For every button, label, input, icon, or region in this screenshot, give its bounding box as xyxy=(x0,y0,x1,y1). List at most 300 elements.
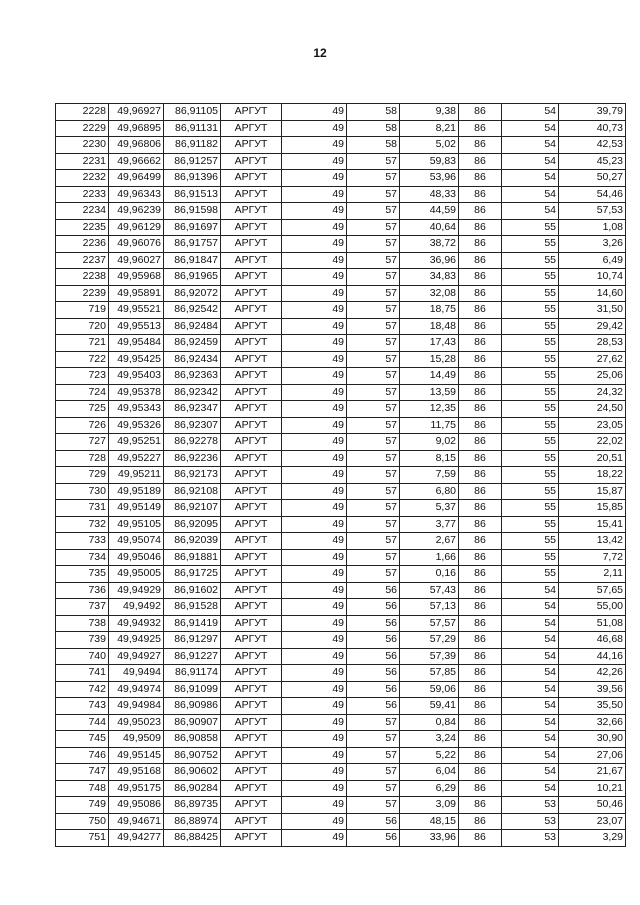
lat-sec-cell: 57,13 xyxy=(400,599,459,616)
table-row xyxy=(56,599,626,616)
river-name-cell: АРГУТ xyxy=(221,219,282,236)
lon-deg-cell: 86 xyxy=(459,549,502,566)
lon-deg-cell: 86 xyxy=(459,714,502,731)
lat-sec-cell: 59,06 xyxy=(400,681,459,698)
longitude-cell: 86,89735 xyxy=(164,797,221,814)
lon-sec-cell: 45,23 xyxy=(559,153,626,170)
point-id-cell: 722 xyxy=(56,351,109,368)
lat-sec-cell: 57,57 xyxy=(400,615,459,632)
lat-deg-cell: 49 xyxy=(282,483,347,500)
lon-min-cell: 54 xyxy=(502,104,559,121)
lat-deg-cell: 49 xyxy=(282,714,347,731)
river-name-cell: АРГУТ xyxy=(221,797,282,814)
lon-deg-cell: 86 xyxy=(459,120,502,137)
lat-sec-cell: 48,15 xyxy=(400,813,459,830)
longitude-cell: 86,91598 xyxy=(164,203,221,220)
lat-min-cell: 57 xyxy=(347,533,400,550)
lon-min-cell: 54 xyxy=(502,203,559,220)
lon-deg-cell: 86 xyxy=(459,533,502,550)
river-name-cell: АРГУТ xyxy=(221,417,282,434)
point-id-cell: 2230 xyxy=(56,137,109,154)
lat-min-cell: 58 xyxy=(347,137,400,154)
lon-min-cell: 55 xyxy=(502,401,559,418)
lat-deg-cell: 49 xyxy=(282,219,347,236)
lon-min-cell: 54 xyxy=(502,681,559,698)
lat-deg-cell: 49 xyxy=(282,830,347,847)
lon-min-cell: 55 xyxy=(502,467,559,484)
river-name-cell: АРГУТ xyxy=(221,632,282,649)
lat-sec-cell: 32,08 xyxy=(400,285,459,302)
river-name-cell: АРГУТ xyxy=(221,665,282,682)
river-name-cell: АРГУТ xyxy=(221,549,282,566)
longitude-cell: 86,92459 xyxy=(164,335,221,352)
lon-sec-cell: 18,22 xyxy=(559,467,626,484)
longitude-cell: 86,91725 xyxy=(164,566,221,583)
lat-sec-cell: 0,16 xyxy=(400,566,459,583)
lat-deg-cell: 49 xyxy=(282,104,347,121)
lat-sec-cell: 6,29 xyxy=(400,780,459,797)
lat-min-cell: 57 xyxy=(347,269,400,286)
lon-min-cell: 55 xyxy=(502,384,559,401)
table-row xyxy=(56,368,626,385)
lon-sec-cell: 14,60 xyxy=(559,285,626,302)
lon-sec-cell: 40,73 xyxy=(559,120,626,137)
latitude-cell: 49,95046 xyxy=(109,549,164,566)
lat-deg-cell: 49 xyxy=(282,351,347,368)
lat-sec-cell: 6,04 xyxy=(400,764,459,781)
lon-sec-cell: 31,50 xyxy=(559,302,626,319)
lon-sec-cell: 21,67 xyxy=(559,764,626,781)
lon-min-cell: 54 xyxy=(502,747,559,764)
longitude-cell: 86,91257 xyxy=(164,153,221,170)
point-id-cell: 741 xyxy=(56,665,109,682)
lat-min-cell: 57 xyxy=(347,285,400,302)
river-name-cell: АРГУТ xyxy=(221,533,282,550)
point-id-cell: 2239 xyxy=(56,285,109,302)
latitude-cell: 49,96499 xyxy=(109,170,164,187)
latitude-cell: 49,94925 xyxy=(109,632,164,649)
table-row xyxy=(56,302,626,319)
lat-deg-cell: 49 xyxy=(282,698,347,715)
longitude-cell: 86,92072 xyxy=(164,285,221,302)
longitude-cell: 86,90752 xyxy=(164,747,221,764)
lat-sec-cell: 17,43 xyxy=(400,335,459,352)
latitude-cell: 49,96927 xyxy=(109,104,164,121)
lon-min-cell: 54 xyxy=(502,582,559,599)
point-id-cell: 727 xyxy=(56,434,109,451)
lon-min-cell: 54 xyxy=(502,153,559,170)
lon-min-cell: 54 xyxy=(502,665,559,682)
lat-sec-cell: 3,09 xyxy=(400,797,459,814)
table-row xyxy=(56,516,626,533)
lon-min-cell: 55 xyxy=(502,533,559,550)
lon-sec-cell: 35,50 xyxy=(559,698,626,715)
river-name-cell: АРГУТ xyxy=(221,566,282,583)
latitude-cell: 49,94927 xyxy=(109,648,164,665)
latitude-cell: 49,96895 xyxy=(109,120,164,137)
lat-deg-cell: 49 xyxy=(282,186,347,203)
lat-sec-cell: 11,75 xyxy=(400,417,459,434)
page-number: 12 xyxy=(313,46,327,60)
latitude-cell: 49,96239 xyxy=(109,203,164,220)
lon-sec-cell: 57,53 xyxy=(559,203,626,220)
point-id-cell: 739 xyxy=(56,632,109,649)
lon-deg-cell: 86 xyxy=(459,401,502,418)
table-row xyxy=(56,252,626,269)
lat-deg-cell: 49 xyxy=(282,747,347,764)
lat-sec-cell: 7,59 xyxy=(400,467,459,484)
lon-min-cell: 54 xyxy=(502,648,559,665)
lat-min-cell: 56 xyxy=(347,681,400,698)
table-row xyxy=(56,500,626,517)
longitude-cell: 86,91513 xyxy=(164,186,221,203)
lon-min-cell: 55 xyxy=(502,285,559,302)
latitude-cell: 49,95168 xyxy=(109,764,164,781)
river-name-cell: АРГУТ xyxy=(221,120,282,137)
point-id-cell: 2228 xyxy=(56,104,109,121)
lat-min-cell: 57 xyxy=(347,186,400,203)
point-id-cell: 746 xyxy=(56,747,109,764)
lat-deg-cell: 49 xyxy=(282,731,347,748)
longitude-cell: 86,92484 xyxy=(164,318,221,335)
point-id-cell: 725 xyxy=(56,401,109,418)
lat-min-cell: 57 xyxy=(347,450,400,467)
lat-deg-cell: 49 xyxy=(282,137,347,154)
longitude-cell: 86,91297 xyxy=(164,632,221,649)
latitude-cell: 49,95227 xyxy=(109,450,164,467)
river-name-cell: АРГУТ xyxy=(221,615,282,632)
lon-sec-cell: 28,53 xyxy=(559,335,626,352)
lat-deg-cell: 49 xyxy=(282,252,347,269)
point-id-cell: 2238 xyxy=(56,269,109,286)
longitude-cell: 86,92542 xyxy=(164,302,221,319)
point-id-cell: 751 xyxy=(56,830,109,847)
lon-deg-cell: 86 xyxy=(459,632,502,649)
river-name-cell: АРГУТ xyxy=(221,285,282,302)
latitude-cell: 49,9492 xyxy=(109,599,164,616)
point-id-cell: 738 xyxy=(56,615,109,632)
lon-sec-cell: 42,53 xyxy=(559,137,626,154)
lat-sec-cell: 9,38 xyxy=(400,104,459,121)
lon-sec-cell: 20,51 xyxy=(559,450,626,467)
table-row xyxy=(56,813,626,830)
lon-min-cell: 54 xyxy=(502,615,559,632)
table-row xyxy=(56,533,626,550)
lat-min-cell: 57 xyxy=(347,335,400,352)
lat-min-cell: 57 xyxy=(347,566,400,583)
lon-deg-cell: 86 xyxy=(459,335,502,352)
river-name-cell: АРГУТ xyxy=(221,252,282,269)
lat-min-cell: 57 xyxy=(347,401,400,418)
lat-min-cell: 57 xyxy=(347,714,400,731)
lon-deg-cell: 86 xyxy=(459,384,502,401)
longitude-cell: 86,91847 xyxy=(164,252,221,269)
river-name-cell: АРГУТ xyxy=(221,450,282,467)
latitude-cell: 49,95513 xyxy=(109,318,164,335)
lat-min-cell: 57 xyxy=(347,797,400,814)
longitude-cell: 86,91697 xyxy=(164,219,221,236)
lon-min-cell: 55 xyxy=(502,417,559,434)
longitude-cell: 86,90602 xyxy=(164,764,221,781)
longitude-cell: 86,92278 xyxy=(164,434,221,451)
table-row xyxy=(56,797,626,814)
lat-deg-cell: 49 xyxy=(282,120,347,137)
point-id-cell: 728 xyxy=(56,450,109,467)
table-row xyxy=(56,401,626,418)
latitude-cell: 49,95968 xyxy=(109,269,164,286)
lon-deg-cell: 86 xyxy=(459,648,502,665)
latitude-cell: 49,95145 xyxy=(109,747,164,764)
lat-deg-cell: 49 xyxy=(282,269,347,286)
river-name-cell: АРГУТ xyxy=(221,434,282,451)
lat-sec-cell: 5,02 xyxy=(400,137,459,154)
table-row xyxy=(56,582,626,599)
river-name-cell: АРГУТ xyxy=(221,236,282,253)
point-id-cell: 736 xyxy=(56,582,109,599)
lat-min-cell: 57 xyxy=(347,549,400,566)
lon-min-cell: 55 xyxy=(502,549,559,566)
lat-min-cell: 57 xyxy=(347,483,400,500)
lat-sec-cell: 9,02 xyxy=(400,434,459,451)
lon-sec-cell: 7,72 xyxy=(559,549,626,566)
lon-min-cell: 54 xyxy=(502,120,559,137)
river-name-cell: АРГУТ xyxy=(221,467,282,484)
lon-sec-cell: 10,74 xyxy=(559,269,626,286)
lat-sec-cell: 13,59 xyxy=(400,384,459,401)
lat-deg-cell: 49 xyxy=(282,516,347,533)
longitude-cell: 86,92095 xyxy=(164,516,221,533)
lat-deg-cell: 49 xyxy=(282,582,347,599)
latitude-cell: 49,96027 xyxy=(109,252,164,269)
latitude-cell: 49,95425 xyxy=(109,351,164,368)
latitude-cell: 49,95105 xyxy=(109,516,164,533)
table-row xyxy=(56,203,626,220)
lat-sec-cell: 48,33 xyxy=(400,186,459,203)
point-id-cell: 2232 xyxy=(56,170,109,187)
lat-sec-cell: 5,37 xyxy=(400,500,459,517)
lat-sec-cell: 57,39 xyxy=(400,648,459,665)
point-id-cell: 2235 xyxy=(56,219,109,236)
lon-min-cell: 54 xyxy=(502,186,559,203)
point-id-cell: 747 xyxy=(56,764,109,781)
table-row xyxy=(56,731,626,748)
lat-sec-cell: 6,80 xyxy=(400,483,459,500)
lat-min-cell: 57 xyxy=(347,219,400,236)
lat-sec-cell: 18,48 xyxy=(400,318,459,335)
lat-min-cell: 56 xyxy=(347,648,400,665)
longitude-cell: 86,91182 xyxy=(164,137,221,154)
lon-sec-cell: 51,08 xyxy=(559,615,626,632)
lat-sec-cell: 15,28 xyxy=(400,351,459,368)
latitude-cell: 49,9494 xyxy=(109,665,164,682)
lat-deg-cell: 49 xyxy=(282,813,347,830)
lon-min-cell: 53 xyxy=(502,797,559,814)
lon-deg-cell: 86 xyxy=(459,483,502,500)
table-row xyxy=(56,236,626,253)
lon-deg-cell: 86 xyxy=(459,219,502,236)
lat-deg-cell: 49 xyxy=(282,450,347,467)
lon-sec-cell: 6,49 xyxy=(559,252,626,269)
lat-sec-cell: 40,64 xyxy=(400,219,459,236)
lon-deg-cell: 86 xyxy=(459,615,502,632)
lon-min-cell: 54 xyxy=(502,714,559,731)
lat-sec-cell: 59,83 xyxy=(400,153,459,170)
point-id-cell: 729 xyxy=(56,467,109,484)
lat-deg-cell: 49 xyxy=(282,467,347,484)
lon-deg-cell: 86 xyxy=(459,813,502,830)
lon-min-cell: 55 xyxy=(502,566,559,583)
latitude-cell: 49,95326 xyxy=(109,417,164,434)
point-id-cell: 721 xyxy=(56,335,109,352)
lon-sec-cell: 50,27 xyxy=(559,170,626,187)
lon-deg-cell: 86 xyxy=(459,351,502,368)
point-id-cell: 749 xyxy=(56,797,109,814)
river-name-cell: АРГУТ xyxy=(221,681,282,698)
lon-min-cell: 54 xyxy=(502,599,559,616)
lon-min-cell: 55 xyxy=(502,318,559,335)
table-row xyxy=(56,417,626,434)
lat-min-cell: 57 xyxy=(347,417,400,434)
lat-deg-cell: 49 xyxy=(282,368,347,385)
lon-deg-cell: 86 xyxy=(459,302,502,319)
longitude-cell: 86,92107 xyxy=(164,500,221,517)
longitude-cell: 86,91881 xyxy=(164,549,221,566)
table-row xyxy=(56,450,626,467)
lon-min-cell: 55 xyxy=(502,236,559,253)
lon-sec-cell: 25,06 xyxy=(559,368,626,385)
lon-min-cell: 55 xyxy=(502,219,559,236)
table-row xyxy=(56,632,626,649)
lat-sec-cell: 36,96 xyxy=(400,252,459,269)
lon-deg-cell: 86 xyxy=(459,681,502,698)
lat-min-cell: 57 xyxy=(347,302,400,319)
lat-deg-cell: 49 xyxy=(282,285,347,302)
table-row xyxy=(56,318,626,335)
lon-min-cell: 54 xyxy=(502,764,559,781)
lat-min-cell: 56 xyxy=(347,632,400,649)
point-id-cell: 719 xyxy=(56,302,109,319)
longitude-cell: 86,92347 xyxy=(164,401,221,418)
river-name-cell: АРГУТ xyxy=(221,516,282,533)
lat-sec-cell: 5,22 xyxy=(400,747,459,764)
longitude-cell: 86,91099 xyxy=(164,681,221,698)
lat-min-cell: 58 xyxy=(347,104,400,121)
lat-sec-cell: 57,85 xyxy=(400,665,459,682)
point-id-cell: 735 xyxy=(56,566,109,583)
lat-deg-cell: 49 xyxy=(282,566,347,583)
latitude-cell: 49,94277 xyxy=(109,830,164,847)
lon-deg-cell: 86 xyxy=(459,500,502,517)
lat-sec-cell: 38,72 xyxy=(400,236,459,253)
lat-sec-cell: 59,41 xyxy=(400,698,459,715)
lon-deg-cell: 86 xyxy=(459,698,502,715)
lon-sec-cell: 46,68 xyxy=(559,632,626,649)
lat-deg-cell: 49 xyxy=(282,302,347,319)
river-name-cell: АРГУТ xyxy=(221,170,282,187)
river-name-cell: АРГУТ xyxy=(221,780,282,797)
river-name-cell: АРГУТ xyxy=(221,318,282,335)
lon-deg-cell: 86 xyxy=(459,434,502,451)
lat-deg-cell: 49 xyxy=(282,648,347,665)
lon-min-cell: 55 xyxy=(502,500,559,517)
lon-deg-cell: 86 xyxy=(459,747,502,764)
latitude-cell: 49,95175 xyxy=(109,780,164,797)
latitude-cell: 49,94929 xyxy=(109,582,164,599)
lon-deg-cell: 86 xyxy=(459,516,502,533)
lat-deg-cell: 49 xyxy=(282,335,347,352)
lat-deg-cell: 49 xyxy=(282,401,347,418)
lon-deg-cell: 86 xyxy=(459,137,502,154)
longitude-cell: 86,92434 xyxy=(164,351,221,368)
lon-sec-cell: 13,42 xyxy=(559,533,626,550)
table-row xyxy=(56,681,626,698)
lon-deg-cell: 86 xyxy=(459,170,502,187)
latitude-cell: 49,95521 xyxy=(109,302,164,319)
lon-min-cell: 54 xyxy=(502,698,559,715)
lon-deg-cell: 86 xyxy=(459,450,502,467)
lon-deg-cell: 86 xyxy=(459,269,502,286)
lon-sec-cell: 27,06 xyxy=(559,747,626,764)
lat-sec-cell: 34,83 xyxy=(400,269,459,286)
latitude-cell: 49,95023 xyxy=(109,714,164,731)
point-id-cell: 748 xyxy=(56,780,109,797)
lon-sec-cell: 42,26 xyxy=(559,665,626,682)
table-row xyxy=(56,747,626,764)
lat-min-cell: 56 xyxy=(347,813,400,830)
lat-deg-cell: 49 xyxy=(282,384,347,401)
longitude-cell: 86,92039 xyxy=(164,533,221,550)
latitude-cell: 49,96076 xyxy=(109,236,164,253)
lat-min-cell: 57 xyxy=(347,384,400,401)
point-id-cell: 2229 xyxy=(56,120,109,137)
lon-deg-cell: 86 xyxy=(459,236,502,253)
table-row xyxy=(56,104,626,121)
longitude-cell: 86,91419 xyxy=(164,615,221,632)
lon-min-cell: 55 xyxy=(502,483,559,500)
lon-sec-cell: 15,41 xyxy=(559,516,626,533)
latitude-cell: 49,95403 xyxy=(109,368,164,385)
lat-min-cell: 56 xyxy=(347,830,400,847)
lat-deg-cell: 49 xyxy=(282,665,347,682)
river-name-cell: АРГУТ xyxy=(221,698,282,715)
lon-sec-cell: 3,26 xyxy=(559,236,626,253)
river-name-cell: АРГУТ xyxy=(221,714,282,731)
table-row xyxy=(56,186,626,203)
table-row xyxy=(56,648,626,665)
lat-min-cell: 56 xyxy=(347,599,400,616)
lon-sec-cell: 55,00 xyxy=(559,599,626,616)
lon-min-cell: 55 xyxy=(502,252,559,269)
lat-min-cell: 57 xyxy=(347,368,400,385)
lat-min-cell: 57 xyxy=(347,467,400,484)
latitude-cell: 49,94974 xyxy=(109,681,164,698)
lon-sec-cell: 27,62 xyxy=(559,351,626,368)
point-id-cell: 732 xyxy=(56,516,109,533)
table-row xyxy=(56,830,626,847)
latitude-cell: 49,95086 xyxy=(109,797,164,814)
lon-deg-cell: 86 xyxy=(459,599,502,616)
lat-deg-cell: 49 xyxy=(282,764,347,781)
river-name-cell: АРГУТ xyxy=(221,747,282,764)
lat-min-cell: 57 xyxy=(347,351,400,368)
river-name-cell: АРГУТ xyxy=(221,153,282,170)
coordinates-table-body xyxy=(56,104,626,847)
longitude-cell: 86,91757 xyxy=(164,236,221,253)
point-id-cell: 720 xyxy=(56,318,109,335)
coordinates-table xyxy=(55,103,626,847)
table-row xyxy=(56,434,626,451)
longitude-cell: 86,92236 xyxy=(164,450,221,467)
